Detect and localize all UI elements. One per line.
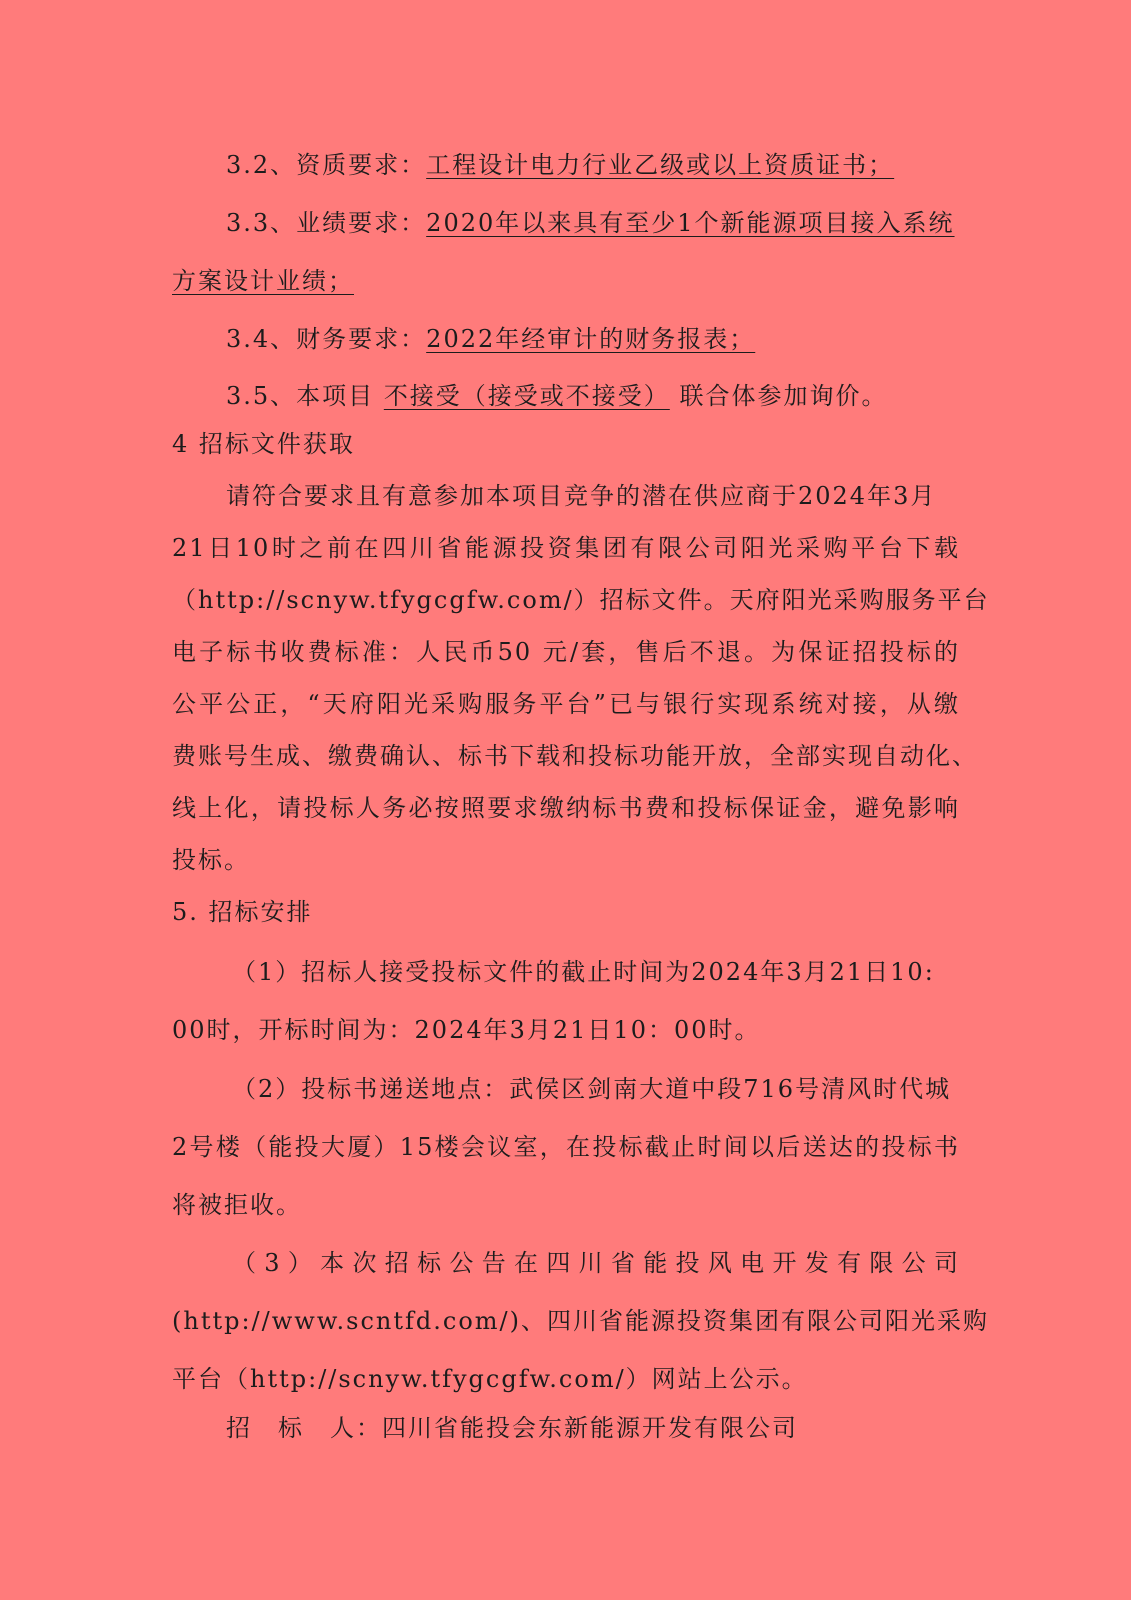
requirement-3-3 <box>226 207 955 239</box>
requirement-label: 3.5、本项目 <box>226 382 375 410</box>
section-4-line: 电子标书收费标准：人民币50 元/套，售后不退。为保证招投标的 <box>172 638 960 666</box>
section-4-line: 线上化，请投标人务必按照要求缴纳标书费和投标保证金，避免影响 <box>172 794 960 822</box>
section-5-heading: 5. 招标安排 <box>172 898 313 926</box>
section-4-line: 费账号生成、缴费确认、标书下载和投标功能开放，全部实现自动化、 <box>172 742 978 770</box>
section-4-line: 公平公正，“天府阳光采购服务平台”已与银行实现系统对接，从缴 <box>172 690 960 718</box>
requirement-value: 2020年以来具有至少1个新能源项目接入系统 <box>426 209 955 237</box>
section-4-heading: 4 招标文件获取 <box>172 430 355 458</box>
requirement-value: 方案设计业绩； <box>172 267 354 295</box>
requirement-label: 3.3、业绩要求： <box>226 209 427 237</box>
requirement-3-4 <box>226 323 755 355</box>
tenderer-line <box>226 1412 798 1444</box>
tenderer-name: 四川省能投会东新能源开发有限公司 <box>382 1414 798 1442</box>
schedule-item-1-continuation: 00时，开标时间为：2024年3月21日10：00时。 <box>172 1016 761 1044</box>
requirement-3-3-continuation <box>172 265 354 297</box>
requirement-3-5 <box>226 380 887 412</box>
schedule-item-3: （3）本次招标公告在四川省能投风电开发有限公司 <box>232 1249 960 1277</box>
section-4-line: 21日10时之前在四川省能源投资集团有限公司阳光采购平台下载 <box>172 534 960 562</box>
requirement-value: 不接受（接受或不接受） <box>383 382 670 410</box>
schedule-item-1: （1）招标人接受投标文件的截止时间为2024年3月21日10: <box>232 958 935 986</box>
schedule-item-2-continuation: 2号楼（能投大厦）15楼会议室，在投标截止时间以后送达的投标书 <box>172 1133 960 1161</box>
requirement-value: 2022年经审计的财务报表； <box>426 325 756 353</box>
schedule-item-2-continuation: 将被拒收。 <box>172 1191 302 1219</box>
requirement-value: 工程设计电力行业乙级或以上资质证书； <box>426 151 895 179</box>
tenderer-label: 招 标 人： <box>226 1414 382 1442</box>
schedule-item-3-continuation: (http://www.scntfd.com/)、四川省能源投资集团有限公司阳光采购 <box>172 1307 989 1335</box>
requirement-suffix: 联合体参加询价。 <box>679 382 888 410</box>
section-4-line: 投标。 <box>172 846 250 874</box>
schedule-item-2: （2）投标书递送地点：武侯区剑南大道中段716号清风时代城 <box>232 1075 952 1103</box>
section-4-line: （http://scnyw.tfygcgfw.com/）招标文件。天府阳光采购服务平台 <box>172 586 990 614</box>
schedule-item-3-continuation: 平台（http://scnyw.tfygcgfw.com/）网站上公示。 <box>172 1365 808 1393</box>
requirement-3-2 <box>226 149 894 181</box>
section-4-line: 请符合要求且有意参加本项目竞争的潜在供应商于2024年3月 <box>226 482 937 510</box>
requirement-label: 3.4、财务要求： <box>226 325 427 353</box>
requirement-label: 3.2、资质要求： <box>226 151 427 179</box>
